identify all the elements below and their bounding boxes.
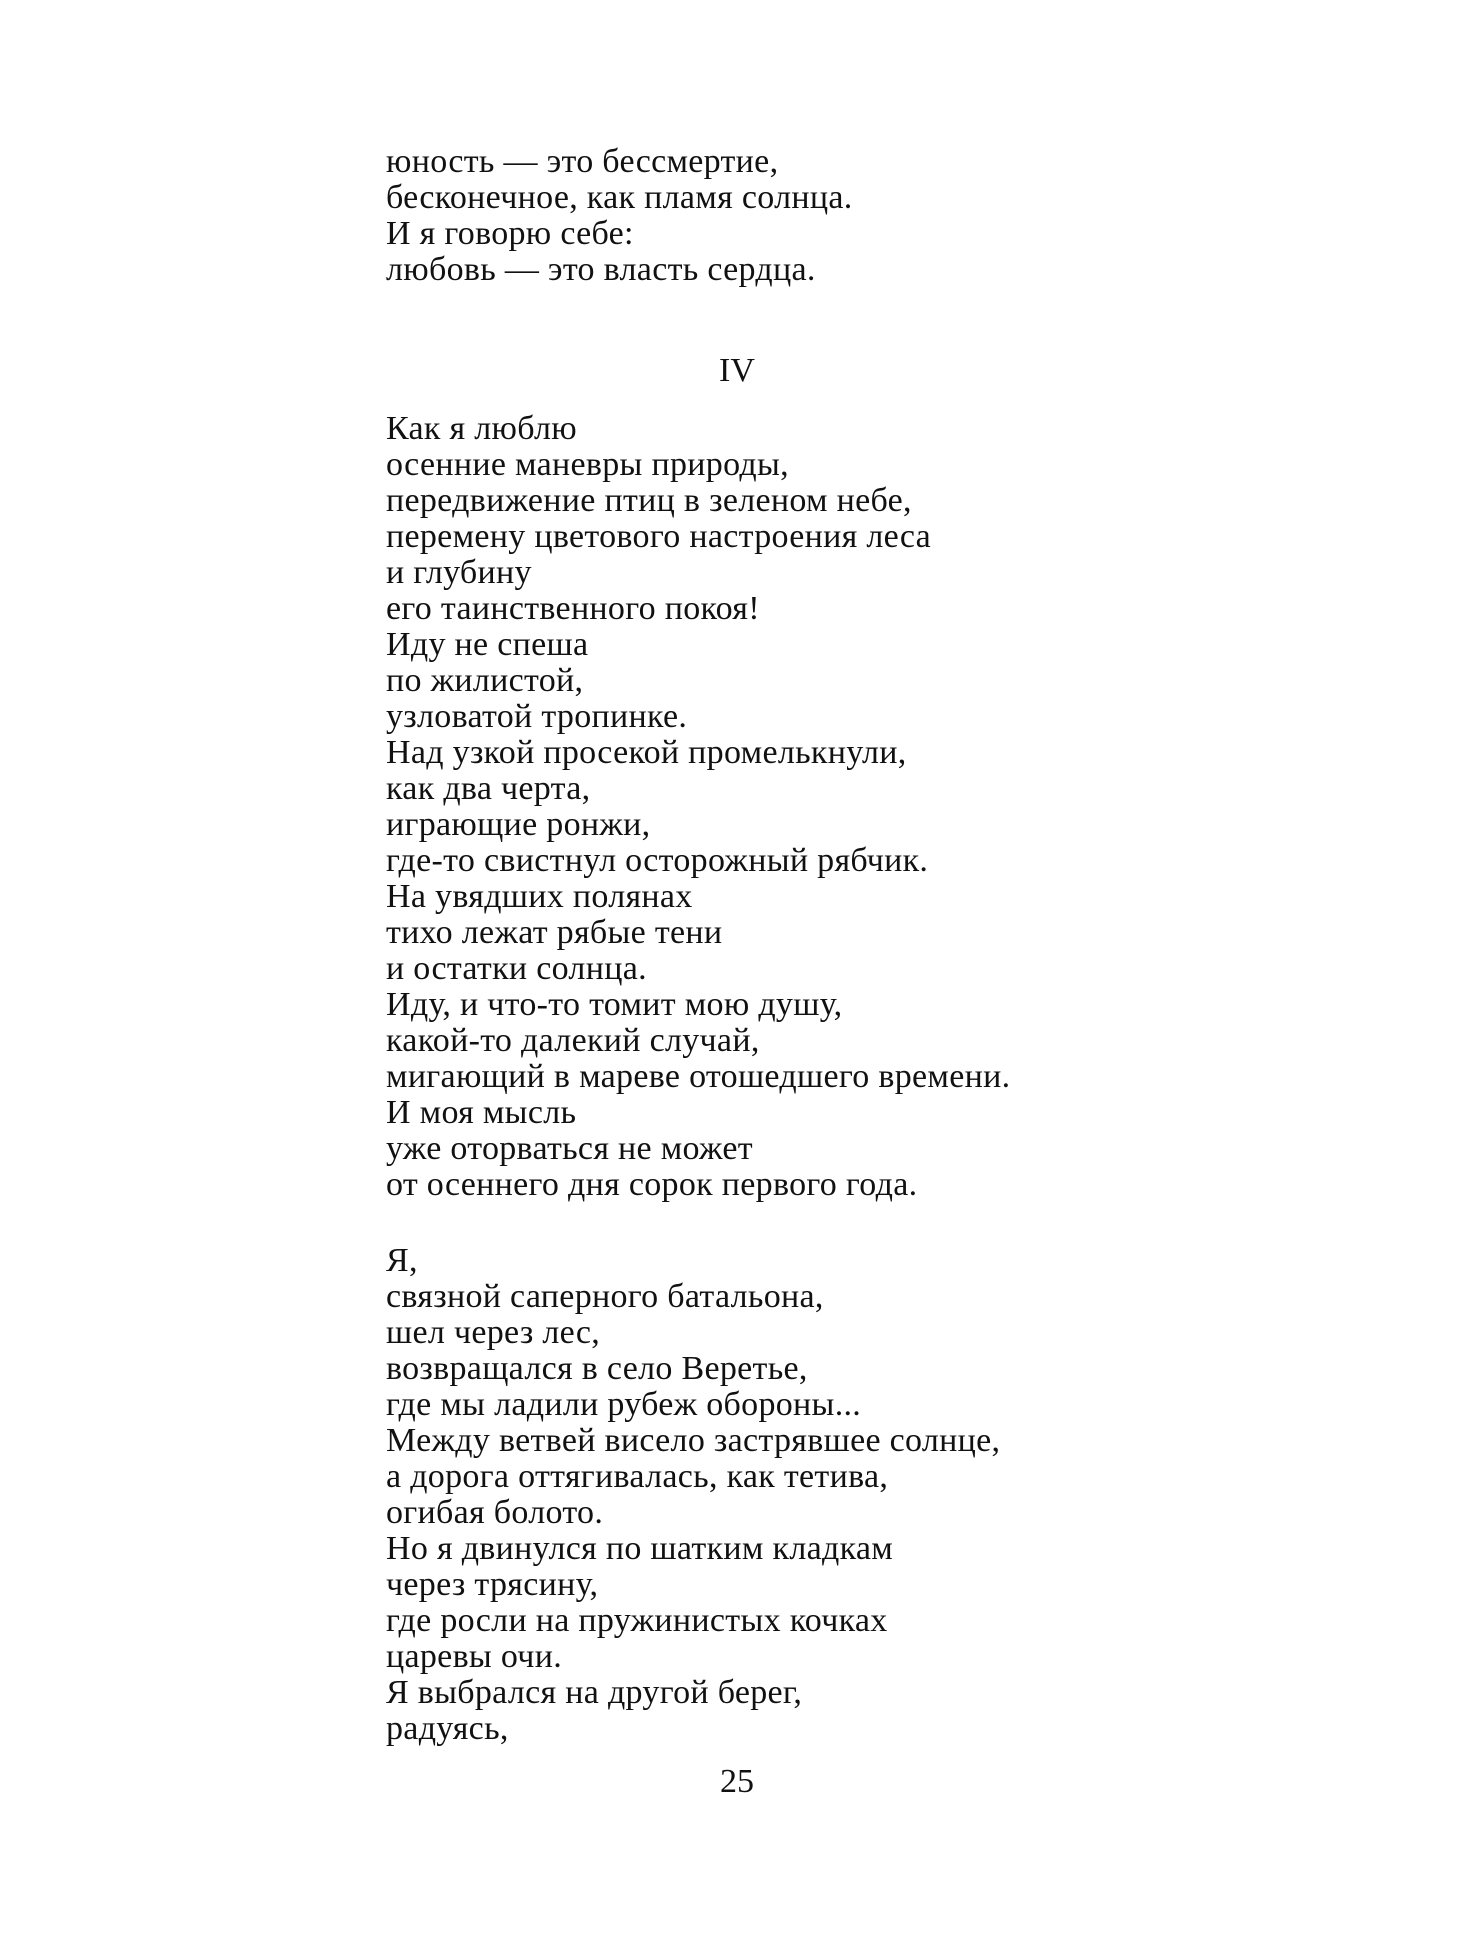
- poem-line: Но я двинулся по шатким кладкам: [386, 1530, 894, 1567]
- poem-line: от осеннего дня сорок первого года.: [386, 1166, 918, 1203]
- poem-line: какой-то далекий случай,: [386, 1022, 760, 1059]
- poem-line: и глубину: [386, 554, 532, 591]
- page-number: 25: [720, 1763, 754, 1800]
- poem-line: Я,: [386, 1242, 418, 1279]
- poem-line: Между ветвей висело застрявшее солнце,: [386, 1422, 1001, 1459]
- poem-line: На увядших полянах: [386, 878, 693, 915]
- poem-line: мигающий в мареве отошедшего времени.: [386, 1058, 1011, 1095]
- poem-line: Я выбрался на другой берег,: [386, 1674, 803, 1711]
- poem-line: его таинственного покоя!: [386, 590, 760, 627]
- poem-line: по жилистой,: [386, 662, 584, 699]
- poem-line: тихо лежат рябые тени: [386, 914, 723, 951]
- poem-line: связной саперного батальона,: [386, 1278, 824, 1315]
- poem-line: где мы ладили рубеж обороны...: [386, 1386, 862, 1423]
- poem-line: возвращался в село Веретье,: [386, 1350, 808, 1387]
- poem-line: юность — это бессмертие,: [386, 143, 779, 180]
- poem-line: уже оторваться не может: [386, 1130, 753, 1167]
- poem-line: где-то свистнул осторожный рябчик.: [386, 842, 929, 879]
- poem-line: Над узкой просекой промелькнули,: [386, 734, 907, 771]
- poem-line: любовь — это власть сердца.: [386, 251, 816, 288]
- poem-line: И моя мысль: [386, 1094, 577, 1131]
- poem-line: И я говорю себе:: [386, 215, 634, 252]
- poem-line: где росли на пружинистых кочках: [386, 1602, 888, 1639]
- poem-line: как два черта,: [386, 770, 591, 807]
- poem-line: царевы очи.: [386, 1638, 562, 1675]
- poem-line: и остатки солнца.: [386, 950, 647, 987]
- poem-line: Как я люблю: [386, 410, 577, 447]
- section-heading: IV: [719, 352, 755, 389]
- poem-line: Иду, и что-то томит мою душу,: [386, 986, 843, 1023]
- poem-line: передвижение птиц в зеленом небе,: [386, 482, 912, 519]
- poem-line: играющие ронжи,: [386, 806, 651, 843]
- poem-line: огибая болото.: [386, 1494, 604, 1531]
- poem-line: осенние маневры природы,: [386, 446, 789, 483]
- poem-line: через трясину,: [386, 1566, 599, 1603]
- poem-line: а дорога оттягивалась, как тетива,: [386, 1458, 889, 1495]
- poem-line: Иду не спеша: [386, 626, 589, 663]
- poem-line: шел через лес,: [386, 1314, 601, 1351]
- poem-line: радуясь,: [386, 1710, 509, 1747]
- poem-line: бесконечное, как пламя солнца.: [386, 179, 853, 216]
- poem-line: перемену цветового настроения леса: [386, 518, 932, 555]
- poem-line: узловатой тропинке.: [386, 698, 688, 735]
